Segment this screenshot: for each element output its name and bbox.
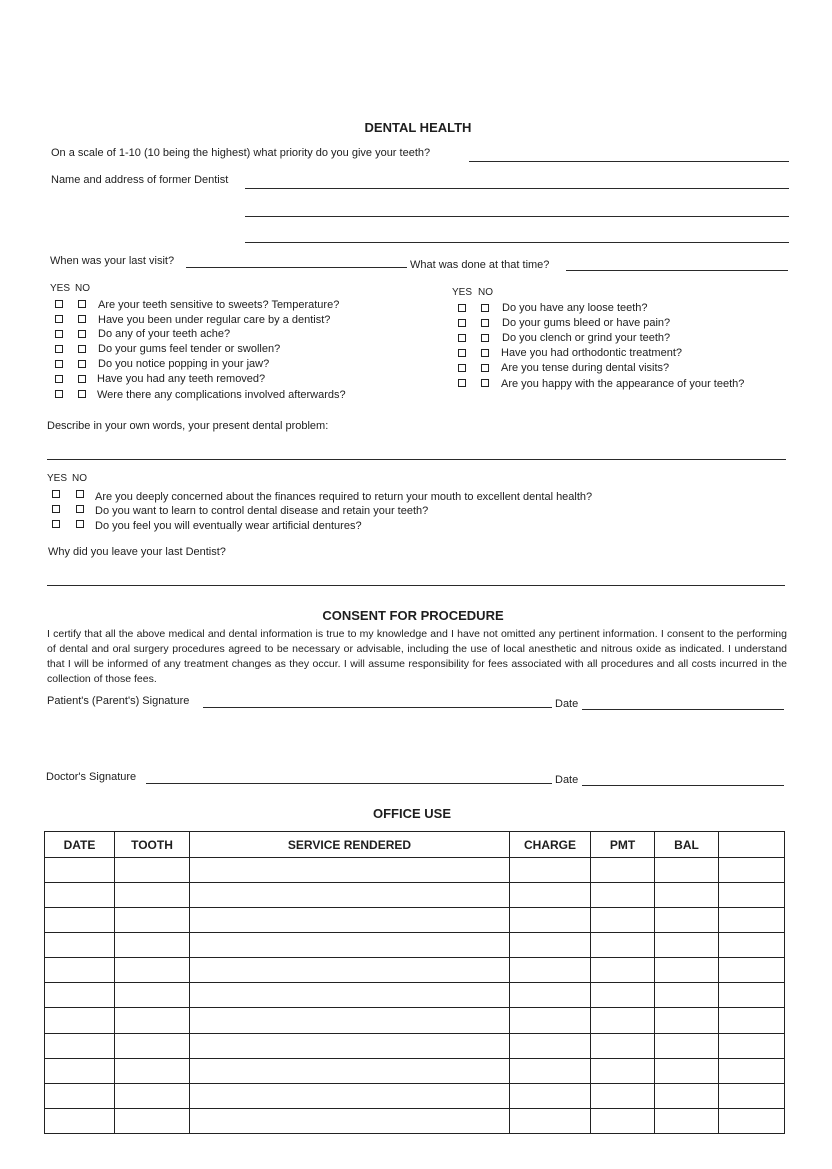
table-cell[interactable]	[655, 1008, 719, 1033]
question-regular-care: Have you been under regular care by a dentist?	[98, 314, 331, 326]
table-cell[interactable]	[510, 1083, 591, 1108]
table-cell[interactable]	[190, 858, 510, 883]
column-header-date: DATE	[45, 832, 115, 858]
why-leave-label: Why did you leave your last Dentist?	[48, 546, 226, 558]
table-cell[interactable]	[510, 1058, 591, 1083]
last-visit-field[interactable]	[186, 267, 407, 268]
describe-problem-field[interactable]	[47, 459, 786, 460]
table-cell[interactable]	[190, 1058, 510, 1083]
table-cell[interactable]	[510, 1033, 591, 1058]
no-checkbox[interactable]	[76, 505, 84, 513]
yes-checkbox[interactable]	[52, 505, 60, 513]
table-cell[interactable]	[45, 1083, 115, 1108]
yes-checkbox[interactable]	[52, 490, 60, 498]
column-header-tooth: TOOTH	[115, 832, 190, 858]
no-checkbox[interactable]	[76, 490, 84, 498]
what-done-label: What was done at that time?	[410, 259, 550, 271]
what-done-field[interactable]	[566, 270, 788, 271]
question-sensitive-teeth: Are your teeth sensitive to sweets? Temperature?	[98, 299, 340, 311]
yes-checkbox[interactable]	[458, 304, 466, 312]
table-cell[interactable]	[510, 958, 591, 983]
no-checkbox[interactable]	[78, 375, 86, 383]
no-checkbox[interactable]	[481, 334, 489, 342]
no-checkbox[interactable]	[78, 315, 86, 323]
column-header-pmt: PMT	[591, 832, 655, 858]
column-header-charge: CHARGE	[510, 832, 591, 858]
table-row	[45, 1033, 785, 1058]
yes-checkbox[interactable]	[55, 360, 63, 368]
question-complications: Were there any complications involved afterwards?	[97, 389, 346, 401]
no-header: NO	[72, 473, 87, 484]
table-cell[interactable]	[115, 1058, 190, 1083]
table-cell[interactable]	[510, 1008, 591, 1033]
table-cell[interactable]	[190, 1008, 510, 1033]
table-row	[45, 983, 785, 1008]
table-cell[interactable]	[190, 983, 510, 1008]
column-header-service-rendered: SERVICE RENDERED	[190, 832, 510, 858]
no-checkbox[interactable]	[78, 330, 86, 338]
table-cell[interactable]	[719, 958, 785, 983]
no-checkbox[interactable]	[481, 304, 489, 312]
office-use-table	[44, 831, 785, 1134]
table-cell[interactable]	[45, 1008, 115, 1033]
table-cell[interactable]	[591, 883, 655, 908]
table-cell[interactable]	[591, 983, 655, 1008]
question-dentures: Do you feel you will eventually wear artificial dentures?	[95, 520, 362, 532]
no-checkbox[interactable]	[76, 520, 84, 528]
question-gums-tender: Do your gums feel tender or swollen?	[98, 343, 281, 355]
patient-signature-field[interactable]	[203, 707, 552, 708]
table-cell[interactable]	[510, 908, 591, 933]
table-cell[interactable]	[591, 908, 655, 933]
table-cell[interactable]	[655, 958, 719, 983]
patient-date-field[interactable]	[582, 709, 784, 710]
no-checkbox[interactable]	[78, 345, 86, 353]
table-cell[interactable]	[510, 883, 591, 908]
yes-checkbox[interactable]	[458, 319, 466, 327]
table-cell[interactable]	[655, 1058, 719, 1083]
yes-header: YES	[452, 287, 473, 298]
no-header: NO	[478, 287, 493, 298]
yes-checkbox[interactable]	[55, 345, 63, 353]
table-cell[interactable]	[190, 1108, 510, 1133]
table-cell[interactable]	[591, 1108, 655, 1133]
table-cell[interactable]	[655, 1083, 719, 1108]
table-cell[interactable]	[190, 883, 510, 908]
table-row	[45, 933, 785, 958]
table-cell[interactable]	[115, 1108, 190, 1133]
table-cell[interactable]	[115, 858, 190, 883]
table-cell[interactable]	[115, 958, 190, 983]
table-cell[interactable]	[190, 958, 510, 983]
table-cell[interactable]	[719, 858, 785, 883]
table-cell[interactable]	[510, 858, 591, 883]
table-cell[interactable]	[655, 1033, 719, 1058]
table-cell[interactable]	[115, 1033, 190, 1058]
table-cell[interactable]	[115, 983, 190, 1008]
question-loose-teeth: Do you have any loose teeth?	[502, 302, 648, 314]
table-row	[45, 883, 785, 908]
yes-checkbox[interactable]	[55, 315, 63, 323]
table-row	[45, 1058, 785, 1083]
no-checkbox[interactable]	[78, 300, 86, 308]
table-cell[interactable]	[655, 858, 719, 883]
former-dentist-field-1[interactable]	[245, 188, 789, 189]
yes-checkbox[interactable]	[458, 379, 466, 387]
why-leave-field[interactable]	[47, 585, 785, 586]
table-cell[interactable]	[719, 1108, 785, 1133]
doctor-signature-label: Doctor's Signature	[46, 771, 137, 783]
table-row	[45, 908, 785, 933]
table-cell[interactable]	[45, 933, 115, 958]
yes-checkbox[interactable]	[458, 349, 466, 357]
table-cell[interactable]	[115, 883, 190, 908]
table-cell[interactable]	[190, 1033, 510, 1058]
patient-signature-label: Patient's (Parent's) Signature	[47, 695, 190, 707]
table-cell[interactable]	[655, 1108, 719, 1133]
question-tense-visits: Are you tense during dental visits?	[501, 362, 670, 374]
question-clench-grind: Do you clench or grind your teeth?	[502, 332, 671, 344]
table-cell[interactable]	[591, 958, 655, 983]
table-cell[interactable]	[510, 933, 591, 958]
column-header-extra	[719, 832, 785, 858]
table-cell[interactable]	[719, 1033, 785, 1058]
yes-checkbox[interactable]	[458, 334, 466, 342]
table-cell[interactable]	[45, 1108, 115, 1133]
question-jaw-popping: Do you notice popping in your jaw?	[98, 358, 270, 370]
question-teeth-removed: Have you had any teeth removed?	[97, 373, 266, 385]
yes-header: YES	[50, 283, 71, 294]
yes-checkbox[interactable]	[55, 375, 63, 383]
yes-checkbox[interactable]	[458, 364, 466, 372]
doctor-date-field[interactable]	[582, 785, 784, 786]
column-header-bal: BAL	[655, 832, 719, 858]
table-cell[interactable]	[591, 1083, 655, 1108]
table-cell[interactable]	[591, 1033, 655, 1058]
table-cell[interactable]	[655, 983, 719, 1008]
table-cell[interactable]	[719, 1058, 785, 1083]
table-cell[interactable]	[45, 958, 115, 983]
table-cell[interactable]	[719, 983, 785, 1008]
table-cell[interactable]	[655, 908, 719, 933]
table-header-row	[45, 832, 785, 858]
table-cell[interactable]	[115, 1008, 190, 1033]
table-cell[interactable]	[591, 933, 655, 958]
consent-title: CONSENT FOR PROCEDURE	[322, 608, 504, 623]
office-use-rows	[45, 858, 785, 1134]
table-cell[interactable]	[591, 1008, 655, 1033]
yes-checkbox[interactable]	[55, 300, 63, 308]
yes-header: YES	[47, 473, 68, 484]
consent-text: I certify that all the above medical and dental information is true to my knowledge and I have not omitted any pertinent information. I consent to the performing of dental and oral surgery procedures agreed to be necessary or advisable, including the use of local anesthetic and nitrous oxide as indicated. I understand that I will be informed of any treatment changes as they occur. I will assume responsibility for fees associated with all procedures and all costs incurred in the collection of those fees.	[47, 628, 787, 685]
office-use-title: OFFICE USE	[372, 806, 451, 821]
table-cell[interactable]	[591, 1058, 655, 1083]
table-row	[45, 958, 785, 983]
table-cell[interactable]	[45, 908, 115, 933]
former-dentist-field-2[interactable]	[245, 216, 789, 217]
table-cell[interactable]	[655, 883, 719, 908]
table-cell[interactable]	[45, 1033, 115, 1058]
no-header: NO	[75, 283, 90, 294]
patient-date-label: Date	[555, 698, 579, 710]
table-cell[interactable]	[45, 983, 115, 1008]
table-cell[interactable]	[45, 858, 115, 883]
table-cell[interactable]	[115, 908, 190, 933]
table-cell[interactable]	[115, 1083, 190, 1108]
question-control-disease: Do you want to learn to control dental disease and retain your teeth?	[95, 505, 429, 517]
priority-question-label: On a scale of 1-10 (10 being the highest) what priority do you give your teeth?	[51, 147, 431, 159]
no-checkbox[interactable]	[481, 364, 489, 372]
describe-problem-label: Describe in your own words, your present dental problem:	[47, 420, 329, 432]
table-cell[interactable]	[719, 1008, 785, 1033]
former-dentist-field-3[interactable]	[245, 242, 789, 243]
table-cell[interactable]	[45, 883, 115, 908]
no-checkbox[interactable]	[481, 319, 489, 327]
table-cell[interactable]	[190, 908, 510, 933]
table-cell[interactable]	[591, 858, 655, 883]
doctor-date-label: Date	[555, 774, 579, 786]
table-cell[interactable]	[719, 908, 785, 933]
question-gums-bleed: Do your gums bleed or have pain?	[502, 317, 671, 329]
dental-health-title: DENTAL HEALTH	[364, 120, 472, 135]
yes-checkbox[interactable]	[55, 390, 63, 398]
no-checkbox[interactable]	[481, 379, 489, 387]
priority-answer-field[interactable]	[469, 161, 789, 162]
table-cell[interactable]	[510, 1108, 591, 1133]
table-cell[interactable]	[115, 933, 190, 958]
table-row	[45, 1008, 785, 1033]
table-cell[interactable]	[190, 1083, 510, 1108]
no-checkbox[interactable]	[481, 349, 489, 357]
question-happy-appearance: Are you happy with the appearance of your teeth?	[501, 378, 745, 390]
table-row	[45, 858, 785, 883]
table-cell[interactable]	[45, 1058, 115, 1083]
former-dentist-label: Name and address of former Dentist	[51, 174, 229, 186]
table-cell[interactable]	[510, 983, 591, 1008]
question-orthodontic: Have you had orthodontic treatment?	[501, 347, 683, 359]
table-row	[45, 1108, 785, 1133]
doctor-signature-field[interactable]	[146, 783, 552, 784]
table-cell[interactable]	[655, 933, 719, 958]
table-row	[45, 1083, 785, 1108]
table-cell[interactable]	[719, 1083, 785, 1108]
yes-checkbox[interactable]	[55, 330, 63, 338]
table-cell[interactable]	[719, 883, 785, 908]
last-visit-label: When was your last visit?	[50, 255, 175, 267]
no-checkbox[interactable]	[78, 390, 86, 398]
table-cell[interactable]	[719, 933, 785, 958]
table-cell[interactable]	[190, 933, 510, 958]
question-teeth-ache: Do any of your teeth ache?	[98, 328, 231, 340]
yes-checkbox[interactable]	[52, 520, 60, 528]
no-checkbox[interactable]	[78, 360, 86, 368]
question-finances: Are you deeply concerned about the finances required to return your mouth to excellent dental health?	[95, 491, 593, 503]
